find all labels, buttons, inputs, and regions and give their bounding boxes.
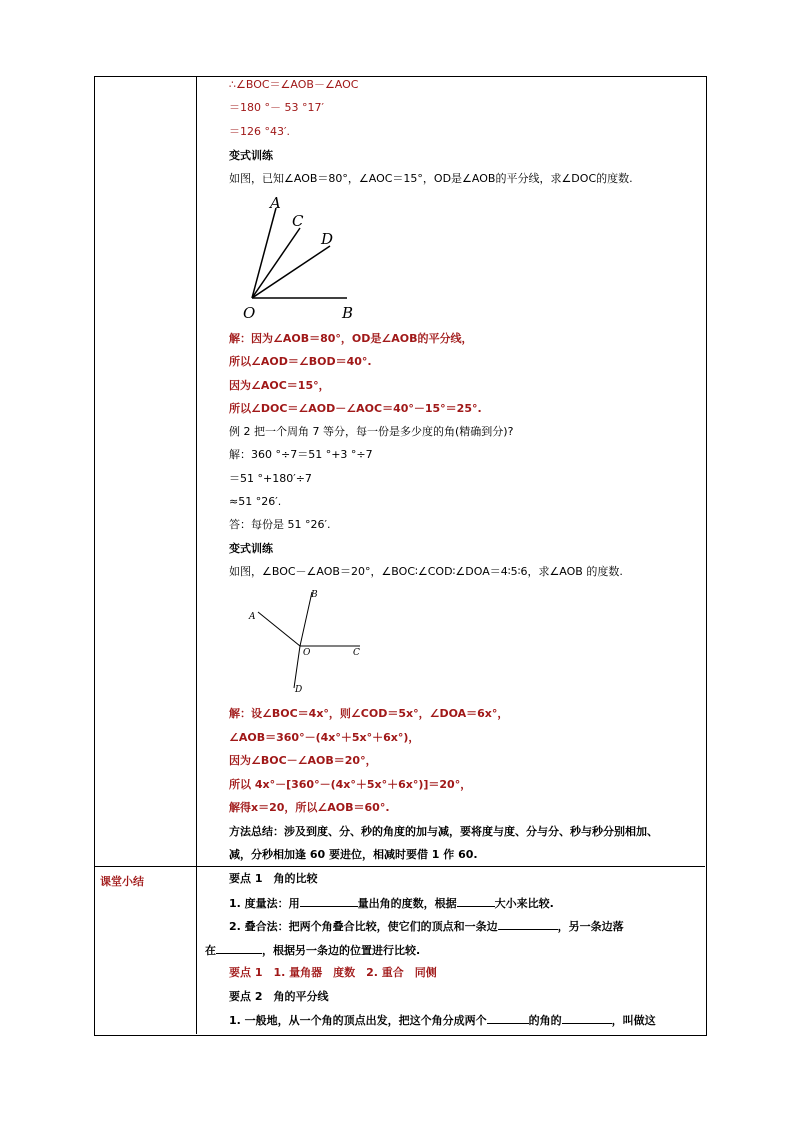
solution-2-line-3: 因为∠BOC－∠AOB＝20°， (229, 754, 377, 767)
solution-1-line-4: 所以∠DOC＝∠AOD－∠AOC＝40°－15°＝25°. (229, 402, 482, 415)
solution-1-line-1: 解：因为∠AOB＝80°，OD是∠AOB的平分线， (229, 332, 473, 345)
fig2-label-a: A (249, 612, 256, 622)
solution-2-line-4: 所以 4x°－[360°－(4x°＋5x°＋6x°)]＝20°， (229, 778, 472, 791)
blank-3[interactable] (498, 919, 558, 930)
solution-2-line-5: 解得x＝20，所以∠AOB＝60°. (229, 801, 390, 814)
figure-1 (232, 194, 362, 322)
key-point-1-answers: 要点 1 1. 量角器 度数 2. 重合 同侧 (229, 966, 437, 979)
fig1-label-c: C (292, 212, 304, 230)
variant-title-1: 变式训练 (229, 149, 273, 162)
k1a-mid: 量出角的度数，根据 (357, 897, 457, 910)
key-point-2-item-1 (229, 1013, 656, 1028)
line-180: ＝180 °－ 53 °17′ (229, 101, 324, 114)
method-summary-line-1: 方法总结：涉及到度、分、秒的角度的加与减，要将度与度、分与分、秒与秒分别相加、 (229, 825, 658, 838)
k1c-post: ，根据另一条边的位置进行比较. (262, 944, 421, 957)
fig2-label-c: C (353, 648, 360, 658)
k1b-post: ，另一条边落 (557, 920, 624, 933)
line-boc: ∴∠BOC＝∠AOB－∠AOC (229, 78, 359, 91)
method-summary-line-2: 减，分秒相加逢 60 要进位，相减时要借 1 作 60. (229, 848, 478, 861)
k2a-pre: 1. 一般地，从一个角的顶点出发，把这个角分成两个 (229, 1014, 487, 1027)
blank-6[interactable] (562, 1013, 612, 1024)
fig1-label-a: A (270, 194, 281, 212)
k1a-post: 大小来比较. (494, 897, 554, 910)
example-2: 例 2 把一个周角 7 等分，每一份是多少度的角(精确到分)? (229, 425, 514, 438)
example-2-line-2: ＝51 °+180′÷7 (229, 472, 312, 485)
line-126: ＝126 °43′. (229, 125, 290, 138)
question-1: 如图，已知∠AOB＝80°，∠AOC＝15°，OD是∠AOB的平分线，求∠DOC的度数. (229, 172, 633, 185)
table-frame (94, 76, 707, 1036)
k1c-pre: 在 (205, 944, 216, 957)
blank-5[interactable] (487, 1013, 529, 1024)
fig1-label-d: D (321, 230, 334, 248)
solution-1-line-3: 因为∠AOC＝15°， (229, 379, 330, 392)
k1a-pre: 1. 度量法：用 (229, 897, 300, 910)
example-2-line-1: 解：360 °÷7＝51 °+3 °÷7 (229, 448, 373, 461)
fig1-label-o: O (243, 304, 256, 322)
key-point-1: 要点 1 角的比较 (229, 872, 318, 885)
fig2-label-o: O (303, 648, 311, 658)
k2a-mid: 的角的 (528, 1014, 562, 1027)
key-point-1-item-2-cont (205, 943, 420, 958)
question-2: 如图，∠BOC－∠AOB＝20°，∠BOC∶∠COD∶∠DOA＝4∶5∶6，求∠AOB 的度数. (229, 565, 623, 578)
fig1-label-b: B (342, 304, 354, 322)
k2a-post: ，叫做这 (611, 1014, 656, 1027)
fig2-label-b: B (311, 590, 318, 600)
key-point-1-item-1 (229, 896, 554, 911)
example-2-line-3: ≈51 °26′. (229, 495, 282, 508)
k1b-pre: 2. 叠合法：把两个角叠合比较，使它们的顶点和一条边 (229, 920, 498, 933)
blank-4[interactable] (216, 943, 262, 954)
fig2-label-d: D (295, 685, 303, 695)
row-divider (94, 866, 705, 867)
key-point-1-item-2 (229, 919, 624, 934)
example-2-answer: 答：每份是 51 °26′. (229, 518, 331, 531)
solution-2-line-1: 解：设∠BOC＝4x°，则∠COD＝5x°，∠DOA＝6x°， (229, 707, 509, 720)
summary-label: 课堂小结 (100, 875, 144, 888)
figure-2 (238, 588, 378, 696)
column-divider (196, 76, 197, 1034)
key-point-2: 要点 2 角的平分线 (229, 990, 329, 1003)
solution-1-line-2: 所以∠AOD＝∠BOD＝40°. (229, 355, 372, 368)
variant-title-2: 变式训练 (229, 542, 273, 555)
solution-2-line-2: ∠AOB＝360°－(4x°＋5x°＋6x°)， (229, 731, 420, 744)
blank-2[interactable] (457, 896, 495, 907)
blank-1[interactable] (300, 896, 358, 907)
